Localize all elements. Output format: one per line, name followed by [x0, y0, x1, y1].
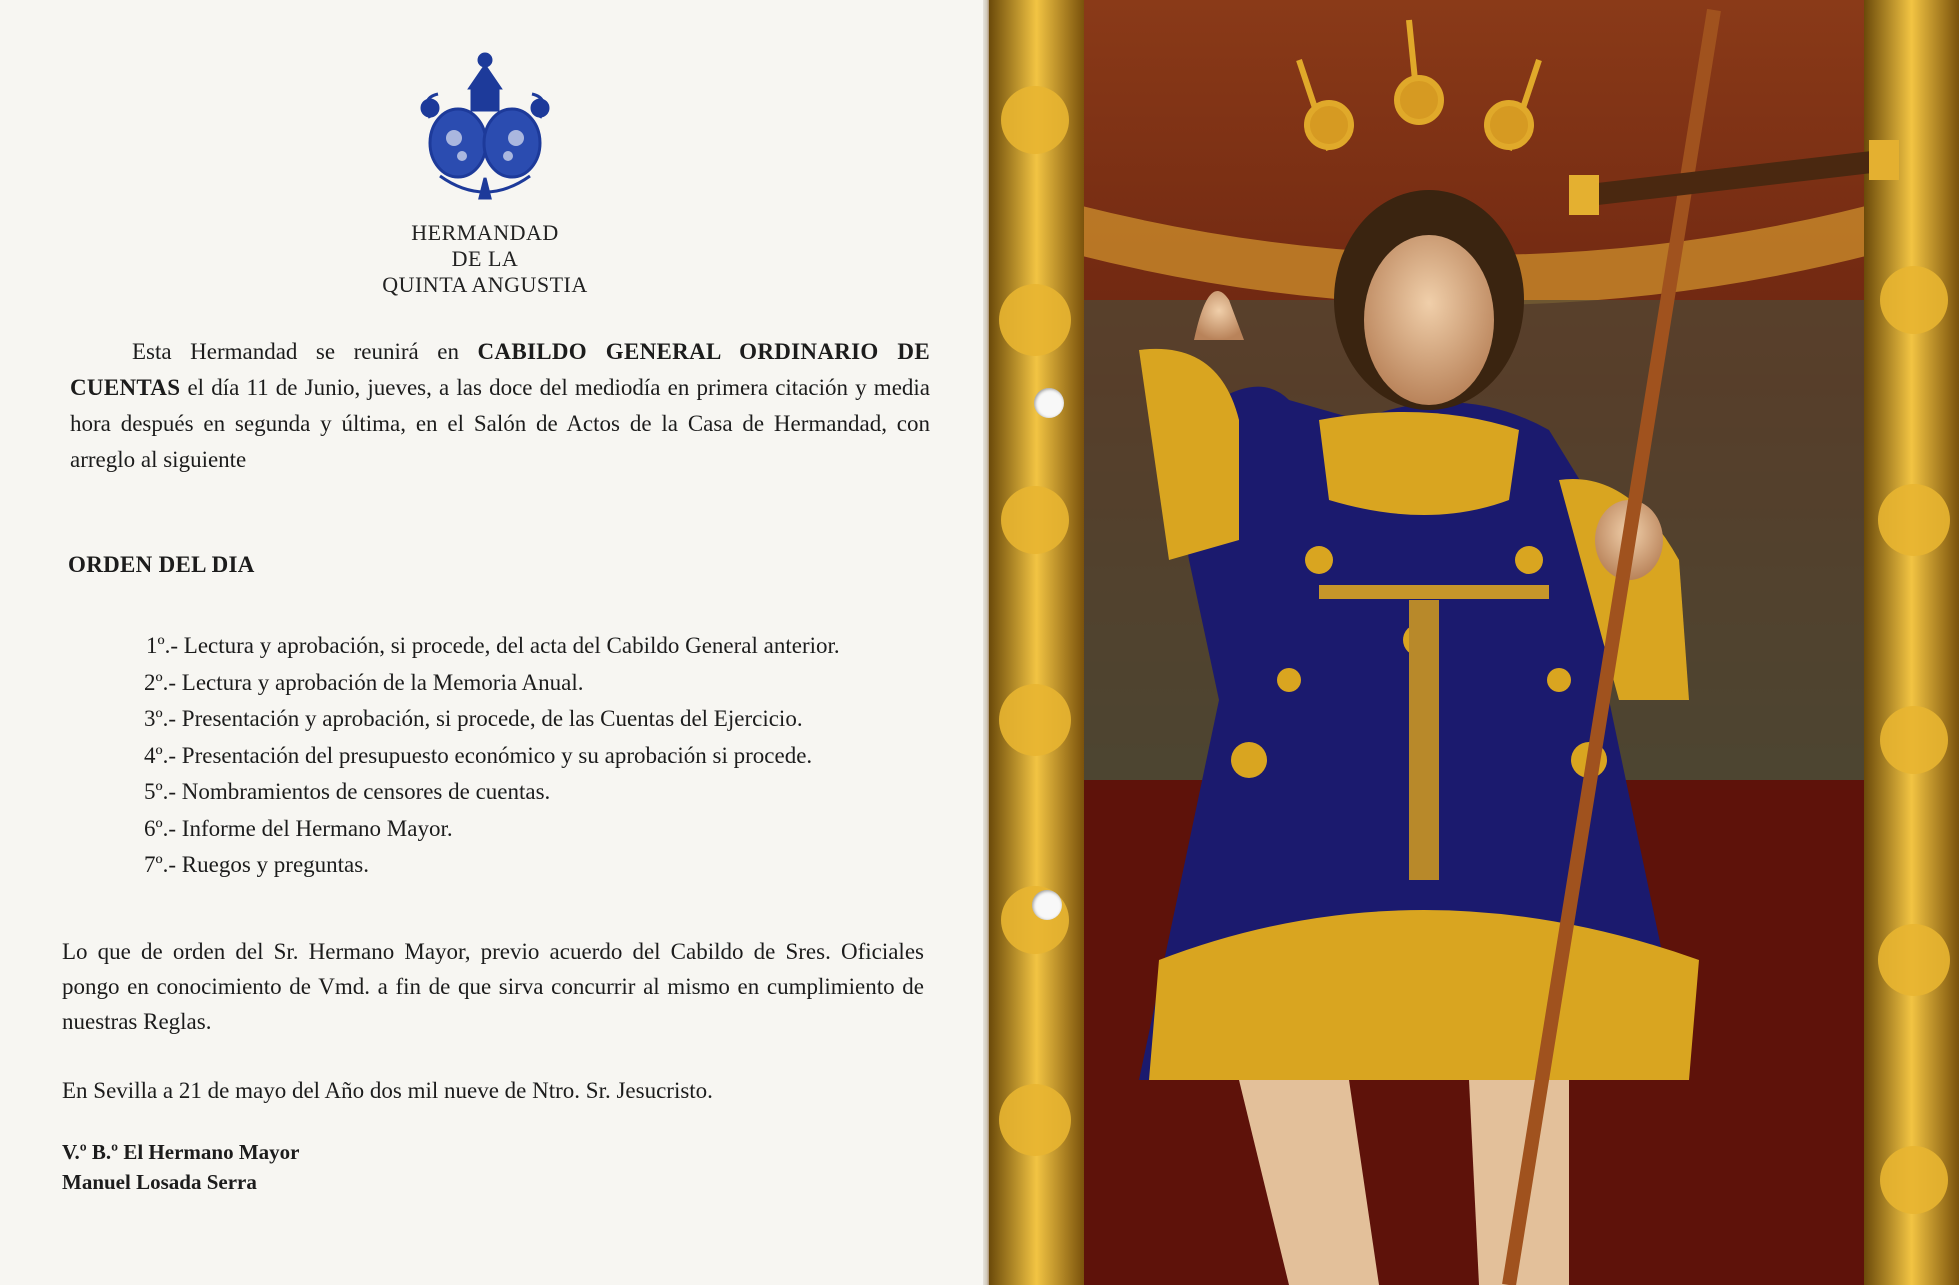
brotherhood-crest-icon [410, 48, 560, 206]
agenda-item-6: 6º.- Informe del Hermano Mayor. [144, 815, 453, 841]
signature-left-title: V.º B.º El Hermano Mayor [62, 1140, 300, 1164]
intro-meeting-name: CABILDO GENERAL ORDINARIO DE CUENTAS [70, 339, 930, 400]
brotherhood-name-line1: HERMANDAD [411, 220, 559, 245]
place-and-date: En Sevilla a 21 de mayo del Año dos mil nueve de Ntro. Sr. Jesucristo. [62, 1078, 713, 1103]
agenda-item-2: 2º.- Lectura y aprobación de la Memoria Anual. [144, 669, 584, 695]
agenda-heading: ORDEN DEL DIA [68, 552, 255, 577]
intro-opening: Esta Hermandad se reunirá en [132, 339, 478, 364]
punch-hole-bottom [1032, 890, 1062, 920]
agenda-item-4: 4º.- Presentación del presupuesto económico y su aprobación si procede. [144, 742, 813, 768]
closing-paragraph: Lo que de orden del Sr. Hermano Mayor, previo acuerdo del Cabildo de Sres. Oficiales pongo en conocimiento de Vmd. a fin de que sirva concurrir al mismo en cumplimiento de nuestras Reglas. [62, 939, 924, 1034]
agenda-list [146, 628, 946, 884]
agenda-item-5: 5º.- Nombramientos de censores de cuentas. [144, 779, 551, 804]
agenda-item-7: 7º.- Ruegos y preguntas. [144, 852, 369, 877]
child-jesus-image [989, 0, 1959, 1285]
intro-details: el día 11 de Junio, jueves, a las doce del mediodía en primera citación y media hora después en segunda y última, en el Salón de Actos de la Casa de Hermandad, con arreglo al siguiente [70, 375, 930, 472]
agenda-item-3: 3º.- Presentación y aprobación, si procede, de las Cuentas del Ejercicio. [144, 706, 803, 731]
brotherhood-name [300, 220, 670, 298]
child-jesus-photo [989, 0, 1959, 1285]
brotherhood-name-line2: DE LA [451, 246, 519, 271]
agenda-item-1: 1º.- Lectura y aprobación, si procede, del acta del Cabildo General anterior. [146, 633, 840, 658]
punch-hole-top [1034, 388, 1064, 418]
brotherhood-name-line3: QUINTA ANGUSTIA [382, 272, 588, 297]
convocation-paragraph [70, 334, 930, 478]
signature-hermano-mayor [62, 1137, 299, 1197]
signature-left-name: Manuel Losada Serra [62, 1170, 257, 1194]
